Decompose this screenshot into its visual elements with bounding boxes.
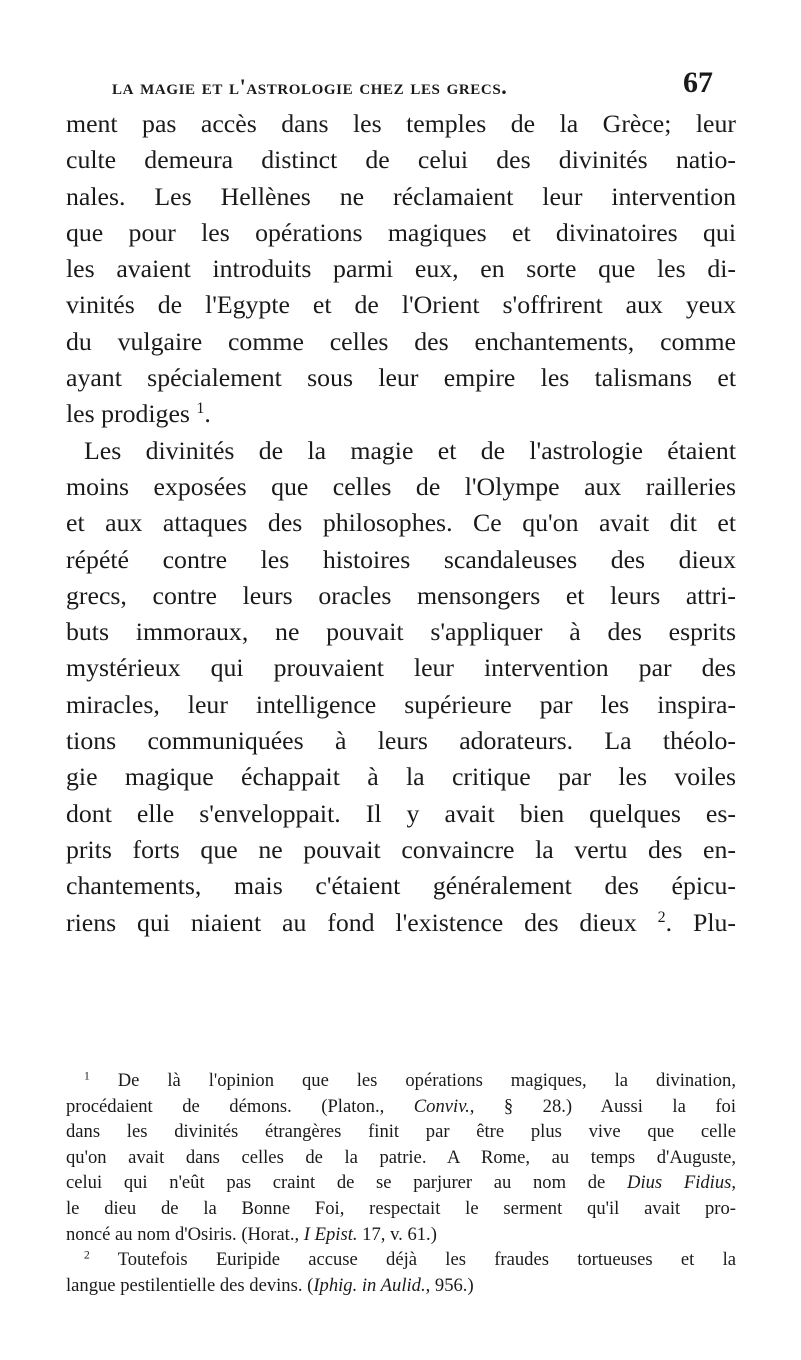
text-line: tions communiquées à leurs adorateurs. La théolo- — [66, 726, 736, 756]
footnote-1-line: dans les divinités étrangères finit par être plus vive que celle — [66, 1121, 736, 1143]
footnote-1-line — [66, 1222, 736, 1248]
page-number: 67 — [683, 66, 713, 99]
footnote-text: celui qui n'eût pas craint de se parjurer au nom de — [66, 1172, 606, 1194]
work-title: Conviv. — [413, 1095, 470, 1117]
footnote-1-line — [66, 1170, 736, 1196]
footnote-text: 17, v. 61.) — [362, 1223, 437, 1245]
footnote-text: , — [731, 1172, 737, 1194]
footnote-text: , § 28.) Aussi la foi — [469, 1095, 737, 1117]
text-line: dont elle s'enveloppait. Il y avait bien quelques es- — [66, 798, 736, 828]
running-title-text: la magie et l'astrologie chez les grecs. — [112, 74, 508, 99]
text-fragment: Plu- — [693, 907, 737, 937]
text-line: répété contre les histoires scandaleuses des dieux — [66, 544, 736, 574]
text-line: mystérieux qui prouvaient leur intervention par des — [66, 653, 736, 683]
footnote-2-line — [66, 1273, 736, 1299]
text-line: gie magique échappait à la critique par les voiles — [66, 762, 736, 792]
footnote-1-line: le dieu de la Bonne Foi, respectait le serment qu'il avait pro- — [66, 1197, 736, 1219]
punctuation: . — [665, 907, 673, 937]
text-fragment: riens qui niaient au fond l'existence des dieux — [66, 907, 637, 937]
text-line: ment pas accès dans les temples de la Grèce; leur — [66, 109, 736, 138]
footnote-reference-2: 2 — [657, 908, 666, 926]
footnote-reference-1: 1 — [196, 400, 205, 418]
text-line: les avaient introduits parmi eux, en sorte que les di- — [66, 254, 736, 284]
text-line: vinités de l'Egypte et de l'Orient s'offrirent aux yeux — [66, 290, 736, 320]
text-line: culte demeura distinct de celui des divinités natio- — [66, 145, 736, 175]
punctuation: . — [204, 399, 211, 429]
footnote-1-line — [66, 1094, 736, 1120]
footnote-1-line: qu'on avait dans celles de la patrie. A Rome, au temps d'Auguste, — [66, 1146, 736, 1168]
text-fragment: les prodiges — [66, 399, 190, 429]
text-line-paragraph-end — [66, 396, 736, 432]
text-line: du vulgaire comme celles des enchantements, comme — [66, 326, 736, 356]
footnote-text: , 956.) — [425, 1274, 474, 1296]
text-line — [66, 905, 736, 941]
text-line: nales. Les Hellènes ne réclamaient leur intervention — [66, 181, 736, 211]
text-line: et aux attaques des philosophes. Ce qu'on avait dit et — [66, 508, 736, 538]
text-line: que pour les opérations magiques et divinatoires qui — [66, 217, 736, 247]
text-line: buts immoraux, ne pouvait s'appliquer à des esprits — [66, 617, 736, 647]
footnote-marker-1: 1 — [84, 1070, 90, 1083]
text-line: ayant spécialement sous leur empire les talismans et — [66, 363, 736, 393]
main-text — [66, 106, 736, 941]
running-title — [112, 74, 712, 100]
work-title: I Epist. — [303, 1223, 358, 1245]
footnote-2-line — [66, 1247, 736, 1273]
text-line: Les divinités de la magie et de l'astrologie étaient — [84, 435, 736, 465]
text-line: prits forts que ne pouvait convaincre la vertu des en- — [66, 834, 736, 864]
text-line: miracles, leur intelligence supérieure par les inspira- — [66, 689, 736, 719]
footnote-text: langue pestilentielle des devins. ( — [66, 1274, 314, 1296]
footnote-text: De là l'opinion que les opérations magiques, la divination, — [117, 1070, 737, 1091]
text-line: chantements, mais c'étaient généralement des épicu- — [66, 871, 736, 901]
text-line: moins exposées que celles de l'Olympe aux railleries — [66, 471, 736, 501]
deity-name: Dius Fidius — [627, 1172, 732, 1194]
footnote-1-line — [66, 1068, 736, 1094]
footnote-text: Toutefois Euripide accuse déjà les fraudes tortueuses et la — [117, 1249, 736, 1271]
text-line: grecs, contre leurs oracles mensongers et leurs attri- — [66, 580, 736, 610]
footnote-text: procédaient de démons. (Platon., — [66, 1095, 385, 1117]
footnote-marker-2: 2 — [84, 1249, 90, 1262]
work-title: Iphig. in Aulid. — [313, 1274, 426, 1296]
footnote-text: noncé au nom d'Osiris. (Horat., — [66, 1223, 300, 1245]
footnotes — [66, 1068, 736, 1298]
